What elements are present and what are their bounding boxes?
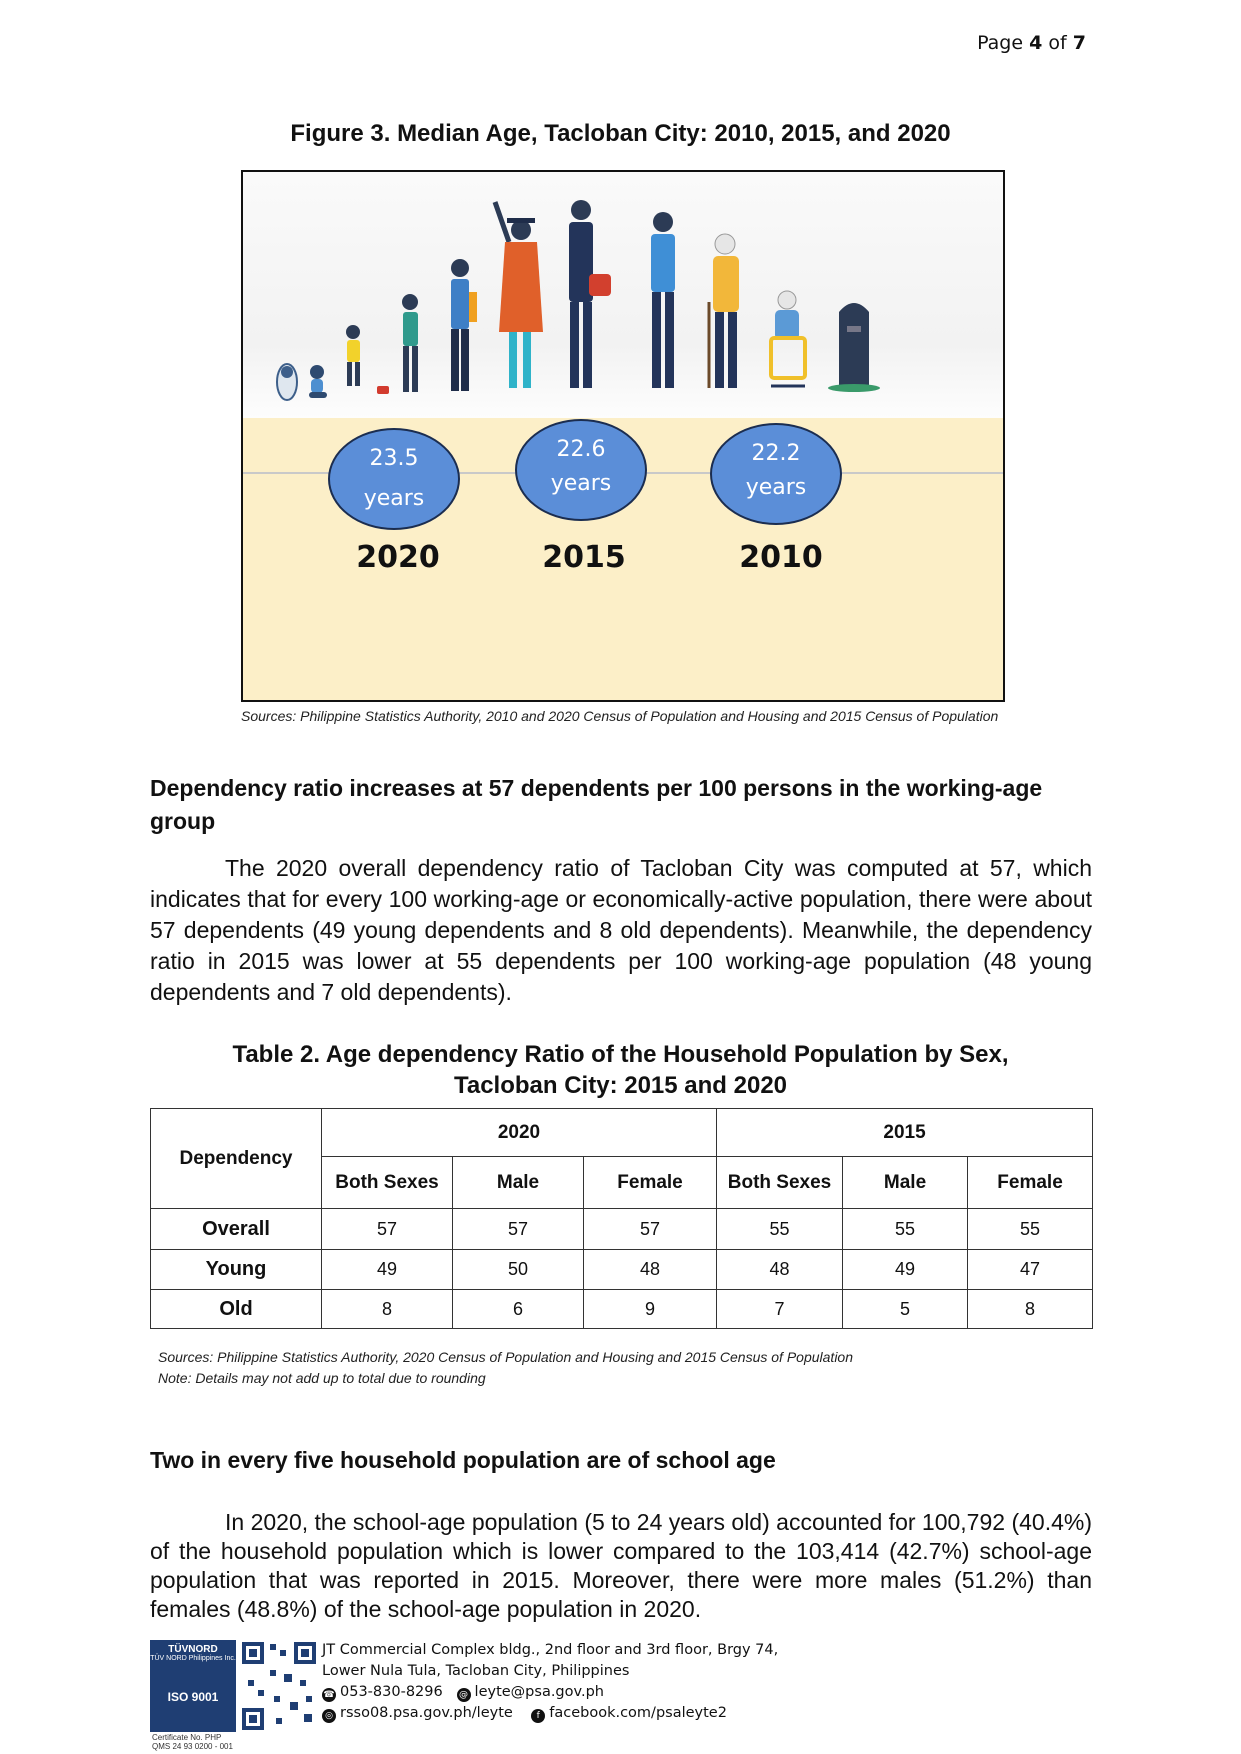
table-cell: 57 [322,1209,453,1250]
table-cell: 48 [717,1250,843,1290]
row-label: Overall [151,1209,322,1250]
wheelchair-icon [771,291,805,386]
table-cell: 55 [968,1209,1093,1250]
subheader-male: Male [453,1157,584,1209]
adult-man-icon [651,212,675,388]
address-line: Lower Nula Tula, Tacloban City, Philippines [322,1663,630,1679]
year-label-2015: 2015 [542,540,626,575]
median-age-value: 23.5 [369,446,419,471]
contact-info [322,1640,778,1724]
table-cell: 55 [843,1209,968,1250]
businessman-icon [569,200,611,388]
median-age-figure [241,170,1005,702]
graduate-icon [495,202,543,388]
elderly-man-icon [709,234,739,388]
boy-icon [402,294,418,392]
year-label-2020: 2020 [356,540,440,575]
table-cell: 5 [843,1290,968,1329]
paragraph-school-age: In 2020, the school-age population (5 to 24 years old) accounted for 100,792 (40.4%) of the household population which is lower compared to the 103,414 (42.7%) school-age population that was reported in 2015. Moreover, there were more males (51.2%) than females (48.8%) of the school-age population in 2020. [150,1509,1092,1622]
table-cell: 6 [453,1290,584,1329]
iso-label: ISO 9001 [167,1690,219,1704]
table-cell: 57 [584,1209,717,1250]
life-stages-illustration [243,172,1003,418]
paragraph-dependency: The 2020 overall dependency ratio of Tacloban City was computed at 57, which indicates that for every 100 working-age or economically-active population, there were about 57 dependents (49 young dependents and 8 old dependents). Meanwhile, the dependency ratio in 2015 was lower at 55 dependents per 100 working-age population (48 young dependents and 7 old dependents). [150,855,1092,1005]
website-link[interactable]: rsso08.psa.gov.ph/leyte [340,1705,513,1721]
certificate-number [152,1733,262,1751]
median-age-value: 22.6 [556,437,606,462]
table-cell: 57 [453,1209,584,1250]
table-row [151,1290,1093,1329]
median-age-unit: years [363,486,425,511]
row-label: Young [151,1250,322,1290]
child-icon [346,325,389,394]
median-age-unit: years [745,475,807,500]
phone-number: 053-830-8296 [340,1684,443,1700]
row-label: Old [151,1290,322,1329]
year-header-2020: 2020 [322,1109,717,1157]
facebook-link[interactable]: facebook.com/psaleyte2 [549,1705,727,1721]
table-cell: 47 [968,1250,1093,1290]
year-header-2015: 2015 [717,1109,1093,1157]
year-label-2010: 2010 [739,540,823,575]
phone-email-row [322,1682,778,1703]
section-heading-dependency: Dependency ratio increases at 57 dependents per 100 persons in the working-age group [150,775,1043,834]
table-note: Note: Details may not add up to total due to rounding [158,1370,486,1386]
facebook-icon: f [531,1709,545,1723]
table-cell: 8 [322,1290,453,1329]
table-title-line: Table 2. Age dependency Ratio of the Household Population by Sex, [232,1041,1009,1068]
table-cell: 7 [717,1290,843,1329]
median-age-bubble-2015 [515,419,647,521]
page-label: Page [977,32,1024,54]
table-title-line: Tacloban City: 2015 and 2020 [453,1072,788,1099]
web-social-row [322,1703,778,1724]
table-title [0,1039,1241,1101]
toddler-icon [309,365,327,398]
page-current: 4 [1029,32,1043,54]
subheader-male: Male [843,1157,968,1209]
median-age-value: 22.2 [751,441,801,466]
subheader-female: Female [968,1157,1093,1209]
email-link[interactable]: leyte@psa.gov.ph [474,1684,604,1700]
phone-icon: ☎ [323,1690,335,1700]
figure-source: Sources: Philippine Statistics Authority, 2010 and 2020 Census of Population and Housing and 2015 Census of Population [241,708,999,724]
median-age-bubble-2010 [710,423,842,525]
address-line: JT Commercial Complex bldg., 2nd floor and 3rd floor, Brgy 74, [322,1642,779,1658]
table-cell: 48 [584,1250,717,1290]
section-heading-school-age: Two in every five household population are of school age [150,1447,776,1473]
table-cell: 49 [322,1250,453,1290]
median-age-unit: years [550,471,612,496]
page-total: 7 [1072,32,1086,54]
globe-icon: ◎ [322,1709,336,1723]
subheader-female: Female [584,1157,717,1209]
table-notes [158,1347,853,1389]
qr-code-icon [240,1640,318,1732]
figure-title: Figure 3. Median Age, Tacloban City: 2010, 2015, and 2020 [290,120,951,147]
page-number [977,32,1086,54]
cert-line: Certificate No. PHP [152,1733,222,1742]
iso-certification-badge [150,1640,236,1732]
table-row [151,1250,1093,1290]
table-cell: 49 [843,1250,968,1290]
table-cell: 8 [968,1290,1093,1329]
iso-brand: TÜVNORD [168,1644,218,1655]
teenager-icon [451,259,477,391]
email-icon: @ [457,1688,471,1702]
subheader-both-sexes: Both Sexes [322,1157,453,1209]
page-of: of [1048,32,1067,54]
iso-sub: TÜV NORD Philippines Inc. [150,1655,236,1662]
subheader-both-sexes: Both Sexes [717,1157,843,1209]
dependency-ratio-table [150,1108,1093,1329]
cert-line: QMS 24 93 0200 - 001 [152,1742,233,1751]
baby-icon [277,364,297,400]
table-cell: 55 [717,1209,843,1250]
table-cell: 9 [584,1290,717,1329]
tombstone-icon [828,303,880,392]
table-cell: 50 [453,1250,584,1290]
median-age-bubble-2020 [328,428,460,530]
table-corner-header: Dependency [151,1109,322,1209]
table-row [151,1209,1093,1250]
page-footer [150,1640,910,1750]
table-source: Sources: Philippine Statistics Authority, 2020 Census of Population and Housing and 2015 Census of Population [158,1349,853,1365]
